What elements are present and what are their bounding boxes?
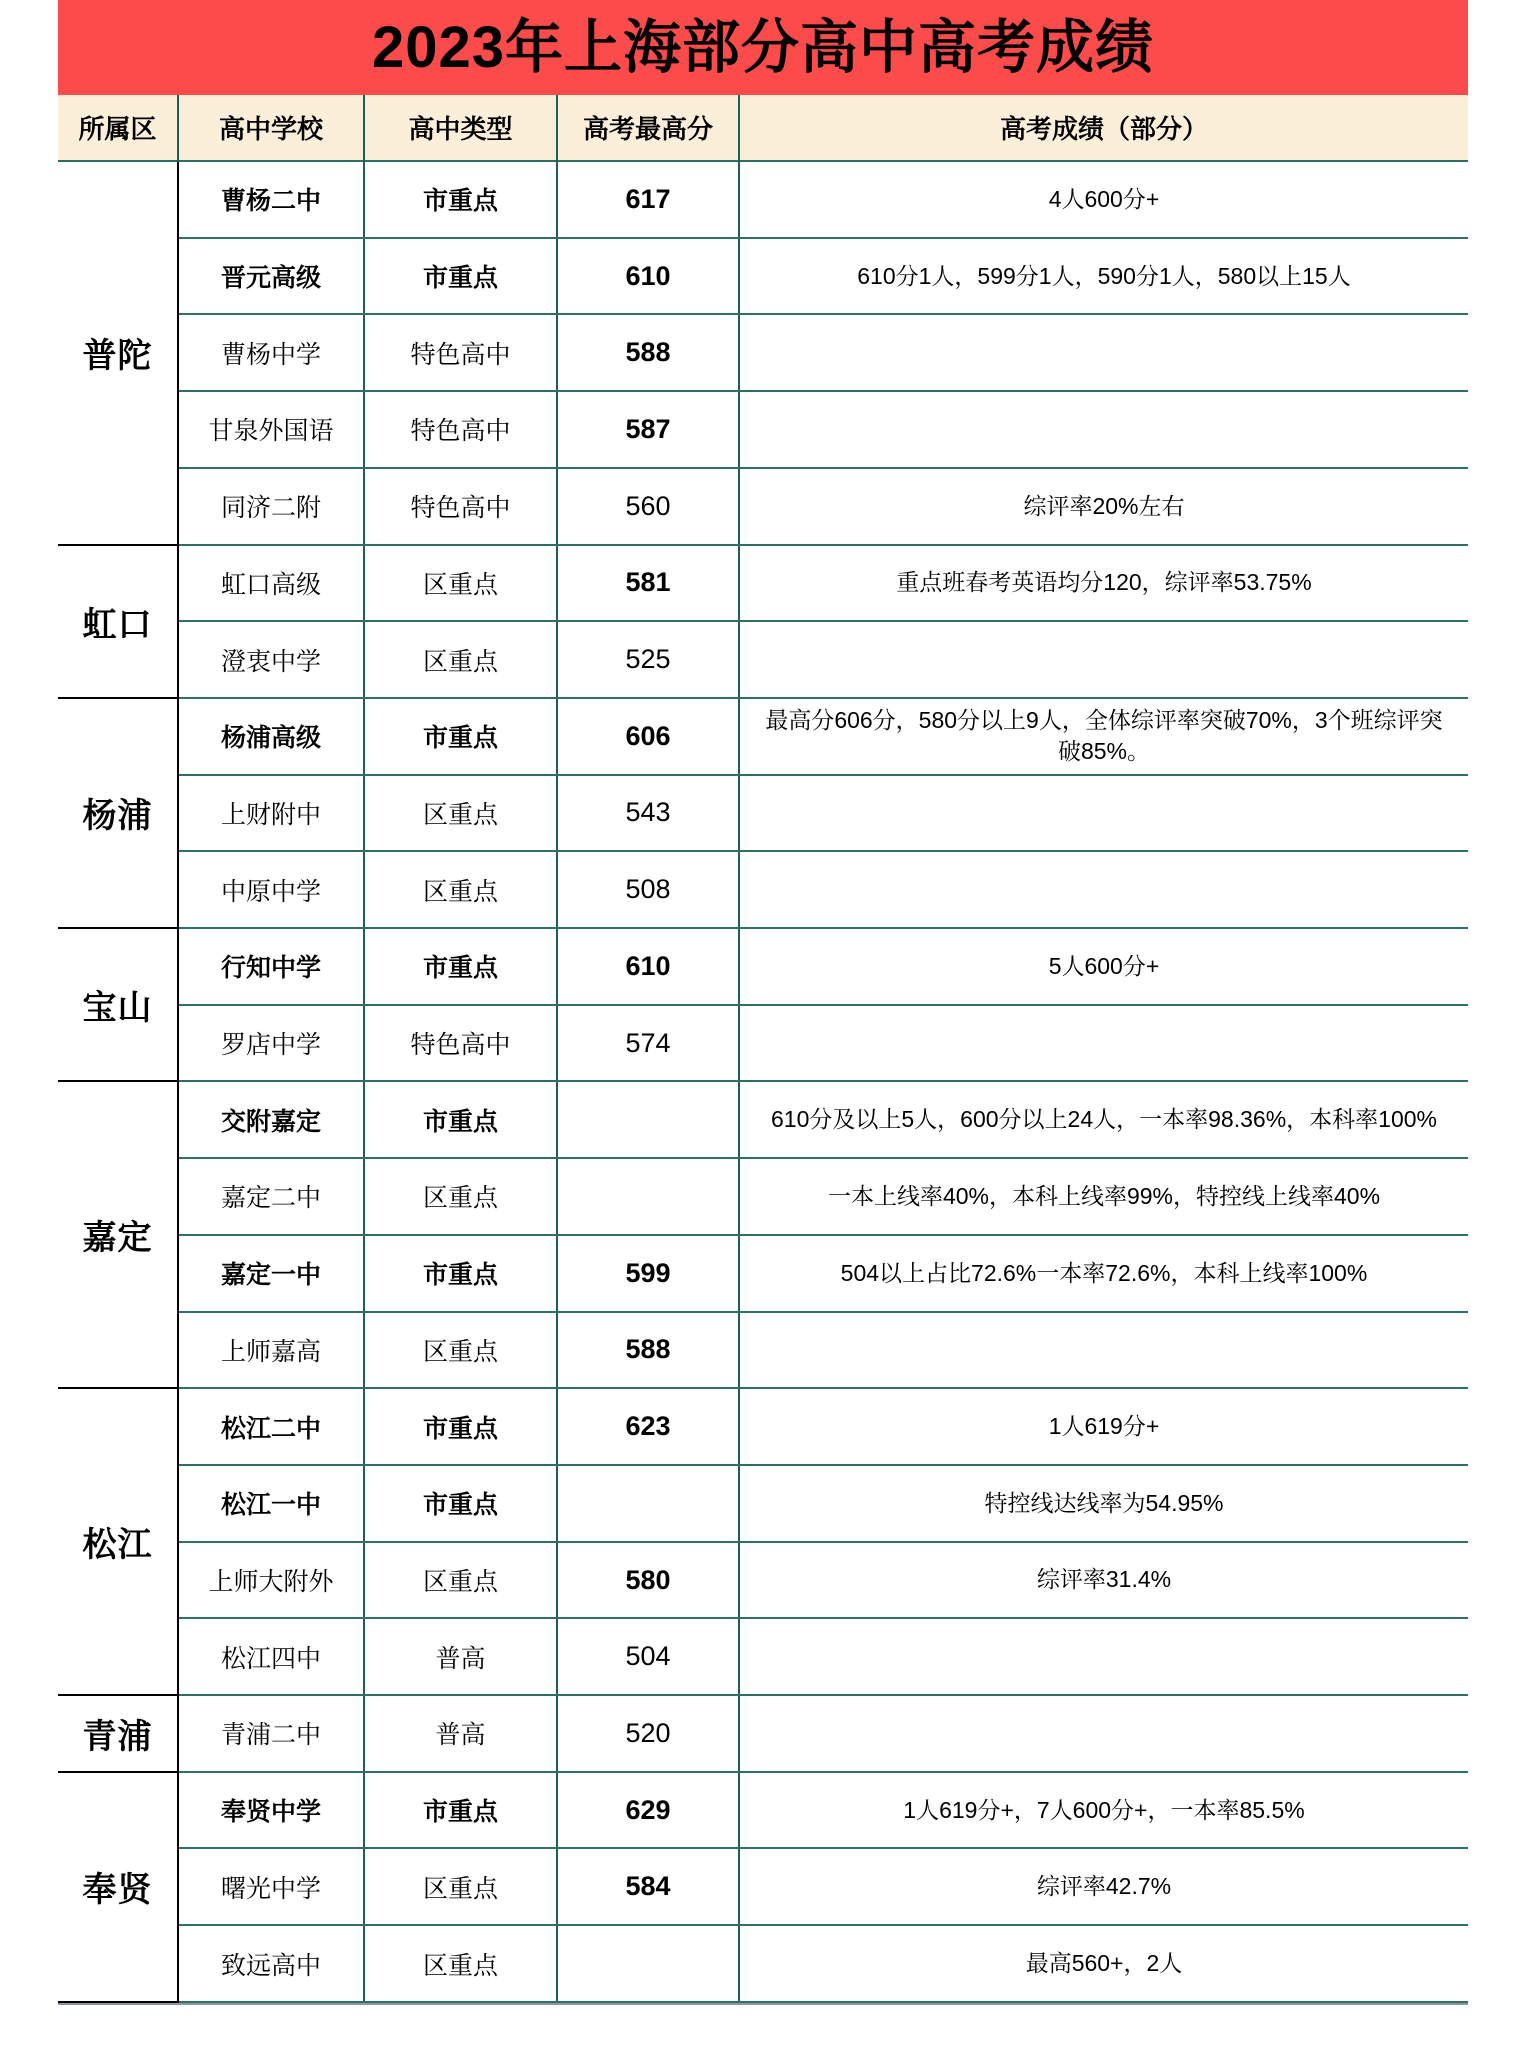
page-title: 2023年上海部分高中高考成绩 [371,14,1155,80]
school-cell: 上师大附外 [178,1542,364,1619]
notes-cell [739,1005,1468,1082]
school-cell: 上师嘉高 [178,1312,364,1389]
type-cell: 特色高中 [364,1005,557,1082]
score-cell [557,1158,739,1235]
notes-cell [739,1695,1468,1772]
school-cell: 行知中学 [178,928,364,1005]
table-row [58,775,1468,852]
gaokao-results-table [58,95,1468,2003]
type-cell: 特色高中 [364,314,557,391]
school-cell: 奉贤中学 [178,1772,364,1849]
district-cell: 嘉定 [58,1081,178,1388]
column-header-score: 高考最高分 [557,95,739,161]
score-cell: 580 [557,1542,739,1619]
score-cell: 606 [557,698,739,775]
table-row [58,851,1468,928]
table-row [58,1388,1468,1465]
notes-cell [739,1312,1468,1389]
notes-cell: 最高560+，2人 [739,1925,1468,2002]
score-cell: 543 [557,775,739,852]
district-cell: 青浦 [58,1695,178,1772]
type-cell: 市重点 [364,161,557,238]
table-row [58,1618,1468,1695]
title-banner [58,0,1468,95]
notes-cell: 5人600分+ [739,928,1468,1005]
type-cell: 区重点 [364,621,557,698]
score-cell: 584 [557,1848,739,1925]
score-cell [557,1465,739,1542]
school-cell: 罗店中学 [178,1005,364,1082]
school-cell: 松江一中 [178,1465,364,1542]
type-cell: 市重点 [364,698,557,775]
type-cell: 区重点 [364,1542,557,1619]
score-cell: 623 [557,1388,739,1465]
school-cell: 青浦二中 [178,1695,364,1772]
table-row [58,1925,1468,2002]
table-row [58,1695,1468,1772]
score-cell: 629 [557,1772,739,1849]
type-cell: 特色高中 [364,468,557,545]
column-header-type: 高中类型 [364,95,557,161]
score-cell: 525 [557,621,739,698]
school-cell: 曹杨中学 [178,314,364,391]
school-cell: 虹口高级 [178,545,364,622]
table-row [58,161,1468,238]
notes-cell: 504以上占比72.6%一本率72.6%，本科上线率100% [739,1235,1468,1312]
notes-cell: 610分及以上5人，600分以上24人，一本率98.36%，本科率100% [739,1081,1468,1158]
table-row [58,391,1468,468]
score-cell: 520 [557,1695,739,1772]
school-cell: 嘉定二中 [178,1158,364,1235]
school-cell: 松江四中 [178,1618,364,1695]
school-cell: 曹杨二中 [178,161,364,238]
score-cell [557,1081,739,1158]
score-cell [557,1925,739,2002]
table-row [58,1235,1468,1312]
type-cell: 市重点 [364,238,557,315]
school-cell: 致远高中 [178,1925,364,2002]
type-cell: 市重点 [364,1235,557,1312]
header-row [58,95,1468,161]
table-row [58,1158,1468,1235]
score-cell: 588 [557,1312,739,1389]
school-cell: 交附嘉定 [178,1081,364,1158]
table-row [58,314,1468,391]
notes-cell: 1人619分+ [739,1388,1468,1465]
table-row [58,1772,1468,1849]
table-row [58,1005,1468,1082]
notes-cell [739,775,1468,852]
type-cell: 市重点 [364,1772,557,1849]
sheet-bottom-edge [58,2003,1468,2045]
notes-cell [739,851,1468,928]
score-cell: 587 [557,391,739,468]
type-cell: 市重点 [364,1388,557,1465]
school-cell: 澄衷中学 [178,621,364,698]
notes-cell: 综评率20%左右 [739,468,1468,545]
notes-cell [739,391,1468,468]
table-row [58,698,1468,775]
notes-cell: 1人619分+，7人600分+，一本率85.5% [739,1772,1468,1849]
school-cell: 甘泉外国语 [178,391,364,468]
table-row [58,545,1468,622]
type-cell: 普高 [364,1695,557,1772]
table-row [58,1848,1468,1925]
district-cell: 松江 [58,1388,178,1695]
school-cell: 晋元高级 [178,238,364,315]
school-cell: 中原中学 [178,851,364,928]
notes-cell: 最高分606分，580分以上9人，全体综评率突破70%，3个班综评突破85%。 [739,698,1468,775]
school-cell: 曙光中学 [178,1848,364,1925]
score-cell: 574 [557,1005,739,1082]
school-cell: 上财附中 [178,775,364,852]
table-body [58,161,1468,2002]
school-cell: 杨浦高级 [178,698,364,775]
table-row [58,468,1468,545]
notes-cell: 4人600分+ [739,161,1468,238]
school-cell: 嘉定一中 [178,1235,364,1312]
type-cell: 普高 [364,1618,557,1695]
notes-cell: 重点班春考英语均分120，综评率53.75% [739,545,1468,622]
score-cell: 504 [557,1618,739,1695]
score-cell: 508 [557,851,739,928]
notes-cell [739,314,1468,391]
district-cell: 杨浦 [58,698,178,928]
district-cell: 奉贤 [58,1772,178,2002]
type-cell: 市重点 [364,1465,557,1542]
table-row [58,928,1468,1005]
table-row [58,1542,1468,1619]
table-row [58,1312,1468,1389]
notes-cell [739,1618,1468,1695]
score-cell: 599 [557,1235,739,1312]
notes-cell: 综评率31.4% [739,1542,1468,1619]
column-header-district: 所属区 [58,95,178,161]
notes-cell [739,621,1468,698]
table-row [58,1081,1468,1158]
type-cell: 区重点 [364,545,557,622]
table-row [58,621,1468,698]
score-cell: 588 [557,314,739,391]
district-cell: 虹口 [58,545,178,698]
notes-cell: 综评率42.7% [739,1848,1468,1925]
type-cell: 市重点 [364,1081,557,1158]
table-row [58,238,1468,315]
school-cell: 同济二附 [178,468,364,545]
column-header-notes: 高考成绩（部分） [739,95,1468,161]
type-cell: 市重点 [364,928,557,1005]
column-header-school: 高中学校 [178,95,364,161]
table-row [58,1465,1468,1542]
type-cell: 区重点 [364,775,557,852]
score-cell: 581 [557,545,739,622]
district-cell: 宝山 [58,928,178,1081]
district-cell: 普陀 [58,161,178,545]
type-cell: 特色高中 [364,391,557,468]
type-cell: 区重点 [364,1848,557,1925]
type-cell: 区重点 [364,1925,557,2002]
score-cell: 610 [557,928,739,1005]
type-cell: 区重点 [364,851,557,928]
notes-cell: 特控线达线率为54.95% [739,1465,1468,1542]
type-cell: 区重点 [364,1158,557,1235]
notes-cell: 610分1人，599分1人，590分1人，580以上15人 [739,238,1468,315]
table-header [58,95,1468,161]
school-cell: 松江二中 [178,1388,364,1465]
type-cell: 区重点 [364,1312,557,1389]
score-cell: 617 [557,161,739,238]
score-cell: 610 [557,238,739,315]
score-cell: 560 [557,468,739,545]
notes-cell: 一本上线率40%，本科上线率99%，特控线上线率40% [739,1158,1468,1235]
